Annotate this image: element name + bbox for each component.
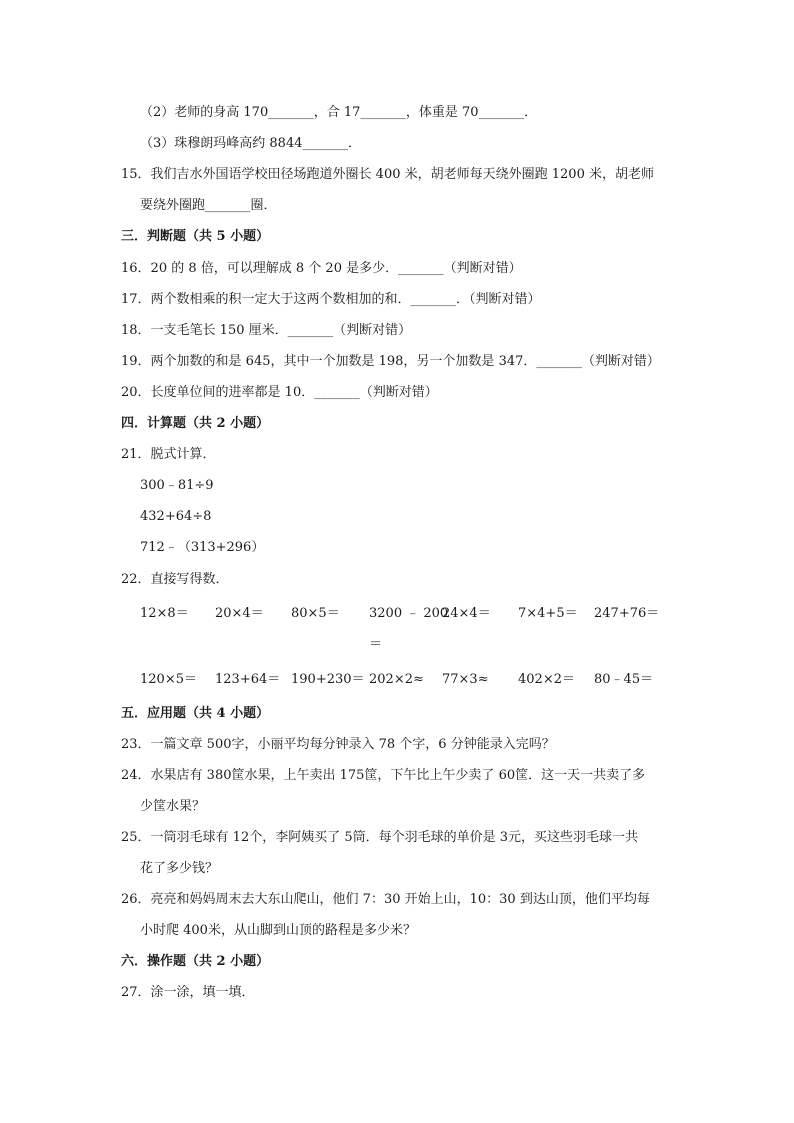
q15-line2: 要绕外圈跑_______圈． [140, 198, 277, 213]
q17: 17．两个数相乘的积一定大于这两个数相加的和．_______．（判断对错） [121, 292, 541, 307]
section-5-heading: 五．应用题（共 4 小题） [121, 706, 270, 721]
q25-line2: 花了多少钱？ [140, 861, 219, 876]
q23: 23．一篇文章 500字，小丽平均每分钟录入 78 个字，6 分钟能录入完吗？ [121, 737, 555, 752]
q14-part3: （3）珠穆朗玛峰高约 8844_______． [140, 136, 361, 151]
section-3-heading: 三．判断题（共 5 小题） [121, 229, 270, 244]
section-4-heading: 四．计算题（共 2 小题） [121, 416, 270, 431]
calc-item: 12×8＝ [140, 606, 189, 621]
q26-line1: 26．亮亮和妈妈周末去大东山爬山，他们 7：30 开始上山，10：30 到达山顶，他们平均每 [121, 892, 650, 907]
q19: 19．两个加数的和是 645，其中一个加数是 198，另一个加数是 347．_______（判断对错） [121, 354, 660, 369]
q21: 21．脱式计算． [121, 447, 216, 462]
q20: 20．长度单位间的进率都是 10．_______（判断对错） [121, 385, 438, 400]
q26-line2: 小时爬 400米，从山脚到山顶的路程是多少米？ [140, 923, 416, 938]
q21-expr-3: 712﹣（313+296） [140, 540, 265, 555]
calc-item: 20×4＝ [215, 606, 264, 621]
calc-item: 123+64＝ [215, 672, 281, 687]
q24-line2: 少筐水果？ [140, 799, 206, 814]
q21-expr-1: 300﹣81÷9 [140, 478, 214, 493]
calc-item: ＝ [369, 637, 383, 652]
calc-item: 80﹣45＝ [594, 672, 654, 687]
q24-line1: 24．水果店有 380筐水果，上午卖出 175筐，下午比上午少卖了 60筐．这一天一共卖了多 [121, 768, 646, 783]
calc-item: 190+230＝ [291, 672, 365, 687]
q22: 22．直接写得数． [121, 572, 229, 587]
q18: 18．一支毛笔长 150 厘米．_______（判断对错） [121, 323, 412, 338]
q27: 27．涂一涂，填一填． [121, 985, 255, 1000]
calc-item: 247+76＝ [594, 606, 660, 621]
calc-item: 202×2≈ [369, 672, 424, 687]
calc-item: 24×4＝ [442, 606, 491, 621]
q16: 16．20 的 8 倍，可以理解成 8 个 20 是多少．_______（判断对错） [121, 261, 522, 276]
calc-item: 120×5＝ [140, 672, 197, 687]
calc-item: 80×5＝ [291, 606, 340, 621]
q15-line1: 15．我们吉水外国语学校田径场跑道外圈长 400 米，胡老师每天绕外圈跑 1200 米，胡老师 [121, 167, 654, 182]
q25-line1: 25．一筒羽毛球有 12个，李阿姨买了 5筒．每个羽毛球的单价是 3元，买这些羽毛球一共 [121, 830, 639, 845]
calc-item: 3200 ﹣ 200 [369, 606, 449, 621]
calc-item: 77×3≈ [442, 672, 489, 687]
calc-item: 7×4+5＝ [518, 606, 578, 621]
q21-expr-2: 432+64÷8 [140, 509, 212, 524]
section-6-heading: 六．操作题（共 2 小题） [121, 954, 270, 969]
calc-item: 402×2＝ [518, 672, 575, 687]
q14-part2: （2）老师的身高 170_______，合 17_______，体重是 70_______． [140, 105, 538, 120]
